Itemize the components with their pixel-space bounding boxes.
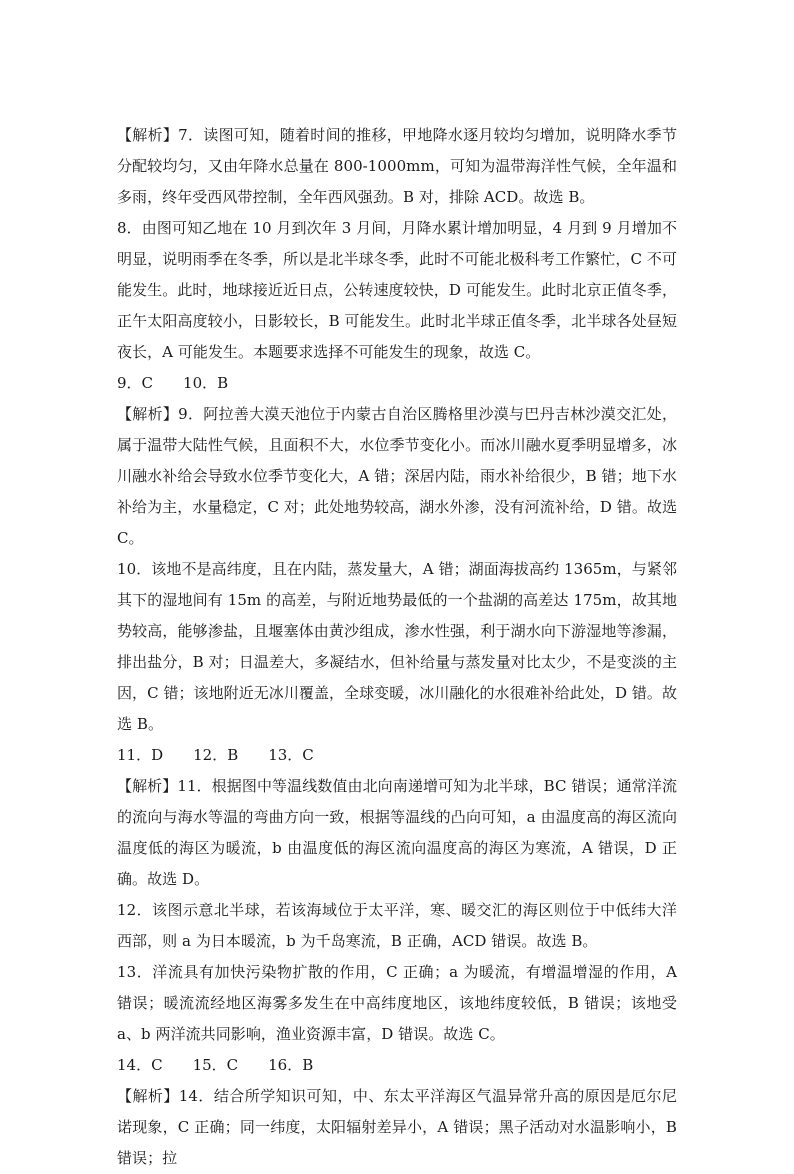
document-body <box>117 120 677 1174</box>
analysis-q9: 【解析】9．阿拉善大漠天池位于内蒙古自治区腾格里沙漠与巴丹吉林沙漠交汇处，属于温带大陆性气候，且面积不大，水位季节变化小。而冰川融水夏季明显增多，冰川融水补给会导致水位季节变化大，A 错；深居内陆，雨水补给很少，B 错；地下水补给为主，水量稳定，C 对；此处地势较高，湖水外渗，没有河流补给，D 错。故选 C。 <box>117 405 677 547</box>
answer-key-11-13: 11．D 12．B 13．C <box>117 746 314 764</box>
analysis-q7: 【解析】7．读图可知，随着时间的推移，甲地降水逐月较均匀增加，说明降水季节分配较均匀，又由年降水总量在 800-1000mm，可知为温带海洋性气候，全年温和多雨，终年受西风带控制，全年西风强劲。B 对，排除 ACD。故选 B。 <box>117 126 677 206</box>
analysis-q8: 8．由图可知乙地在 10 月到次年 3 月间，月降水累计增加明显，4 月到 9 月增加不明显，说明雨季在冬季，所以是北半球冬季，此时不可能北极科考工作繁忙，C 不可能发生。此时，地球接近近日点，公转速度较快，D 可能发生。此时北京正值冬季，正午太阳高度较小，日影较长，B 可能发生。此时北半球正值冬季，北半球各处昼短夜长，A 可能发生。本题要求选择不可能发生的现象，故选 C。 <box>117 219 677 361</box>
analysis-q11: 【解析】11．根据图中等温线数值由北向南递增可知为北半球，BC 错误；通常洋流的流向与海水等温的弯曲方向一致，根据等温线的凸向可知，a 由温度高的海区流向温度低的海区为暖流，b 由温度低的海区流向温度高的海区为寒流，A 错误，D 正确。故选 D。 <box>117 777 677 888</box>
answer-key-14-16: 14．C 15．C 16．B <box>117 1056 314 1074</box>
analysis-q14: 【解析】14．结合所学知识可知，中、东太平洋海区气温异常升高的原因是厄尔尼诺现象，C 正确；同一纬度，太阳辐射差异小，A 错误；黑子活动对水温影响小，B 错误；拉 <box>117 1087 677 1167</box>
answer-key-9-10: 9．C 10．B <box>117 374 229 392</box>
analysis-q10: 10．该地不是高纬度，且在内陆，蒸发量大，A 错；湖面海拔高约 1365m，与紧邻其下的湿地间有 15m 的高差，与附近地势最低的一个盐湖的高差达 175m，故其地势较高，能够渗盐，且堰塞体由黄沙组成，渗水性强，利于湖水向下游湿地等渗漏，排出盐分，B 对；日温差大，多凝结水，但补给量与蒸发量对比太少，不是变淡的主因，C 错；该地附近无冰川覆盖，全球变暖，冰川融化的水很难补给此处，D 错。故选 B。 <box>117 560 677 733</box>
analysis-q12: 12．该图示意北半球，若该海域位于太平洋，寒、暖交汇的海区则位于中低纬大洋西部，则 a 为日本暖流，b 为千岛寒流，B 正确，ACD 错误。故选 B。 <box>117 901 677 950</box>
analysis-q13: 13．洋流具有加快污染物扩散的作用，C 正确；a 为暖流，有增温增湿的作用，A 错误；暖流流经地区海雾多发生在中高纬度地区，该地纬度较低，B 错误；该地受 a、b 两洋流共同影响，渔业资源丰富，D 错误。故选 C。 <box>117 963 677 1043</box>
